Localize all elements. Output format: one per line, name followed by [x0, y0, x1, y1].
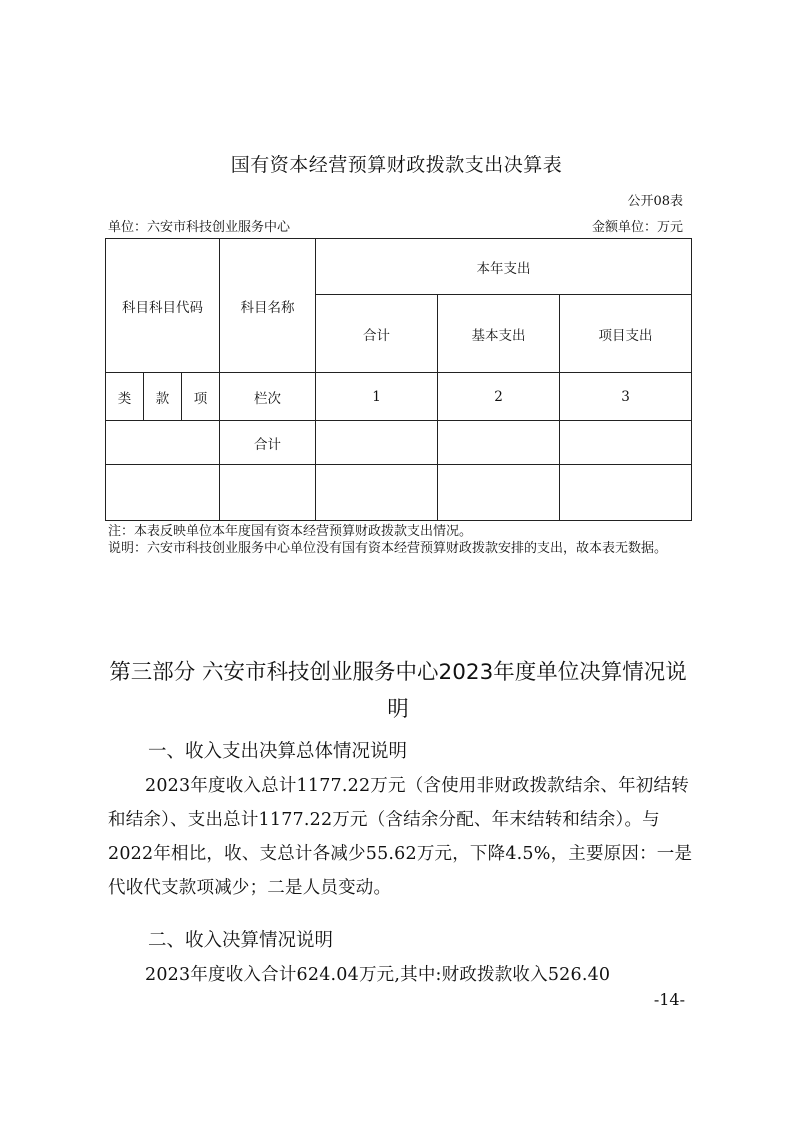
table-notes [108, 523, 688, 557]
header-project-expenditure: 项目支出 [560, 295, 692, 373]
empty-row-code-cell [106, 465, 220, 521]
header-basic-expenditure: 基本支出 [438, 295, 560, 373]
total-row [106, 421, 692, 465]
form-number: 公开08表 [627, 194, 683, 209]
paragraph-overview: 2023年度收入总计1177.22万元（含使用非财政拨款结余、年初结转和结余）、支出总计1177.22万元（含结余分配、年末结转和结余）。与2022年相比，收、支总计各减少55.62万元，下降4.5%，主要原因：一是代收代支款项减少；二是人员变动。 [108, 776, 693, 898]
column-number-label: 栏次 [220, 373, 316, 421]
total-row-basic-cell [438, 421, 560, 465]
heading-income: 二、收入决算情况说明 [148, 930, 334, 951]
column-number-1: 1 [316, 373, 438, 421]
header-total: 合计 [316, 295, 438, 373]
header-year-expenditure: 本年支出 [316, 239, 692, 295]
empty-row-basic-cell [438, 465, 560, 521]
amount-unit-label: 金额单位：万元 [591, 220, 683, 235]
total-row-total-cell [316, 421, 438, 465]
column-number-2: 2 [438, 373, 560, 421]
unit-label: 单位：六安市科技创业服务中心 [108, 220, 291, 235]
heading-income-expenditure-overview: 一、收入支出决算总体情况说明 [148, 741, 408, 762]
table-explanation: 说明：六安市科技创业服务中心单位没有国有资本经营预算财政拨款安排的支出，故本表无数据。 [108, 541, 668, 556]
page-number: -14- [653, 990, 685, 1009]
total-row-code-cell [106, 421, 220, 465]
header-item: 项 [182, 373, 220, 421]
header-subject-code: 科目科目代码 [106, 239, 220, 373]
empty-row-project-cell [560, 465, 692, 521]
paragraph-income: 2023年度收入合计624.04万元,其中:财政拨款收入526.40 [145, 965, 611, 985]
total-row-label: 合计 [220, 421, 316, 465]
table-note: 注：本表反映单位本年度国有资本经营预算财政拨款支出情况。 [108, 524, 473, 539]
empty-row-total-cell [316, 465, 438, 521]
header-subject-name: 科目名称 [220, 239, 316, 373]
header-section: 款 [144, 373, 182, 421]
table-title: 国有资本经营预算财政拨款支出决算表 [230, 154, 563, 176]
section-3-title: 第三部分 六安市科技创业服务中心2023年度单位决算情况说明 [109, 660, 687, 722]
total-row-project-cell [560, 421, 692, 465]
header-category: 类 [106, 373, 144, 421]
empty-row-name-cell [220, 465, 316, 521]
column-index-row [106, 373, 692, 421]
column-number-3: 3 [560, 373, 692, 421]
empty-row [106, 465, 692, 521]
budget-expenditure-table [105, 238, 692, 521]
header-row-1 [106, 239, 692, 295]
